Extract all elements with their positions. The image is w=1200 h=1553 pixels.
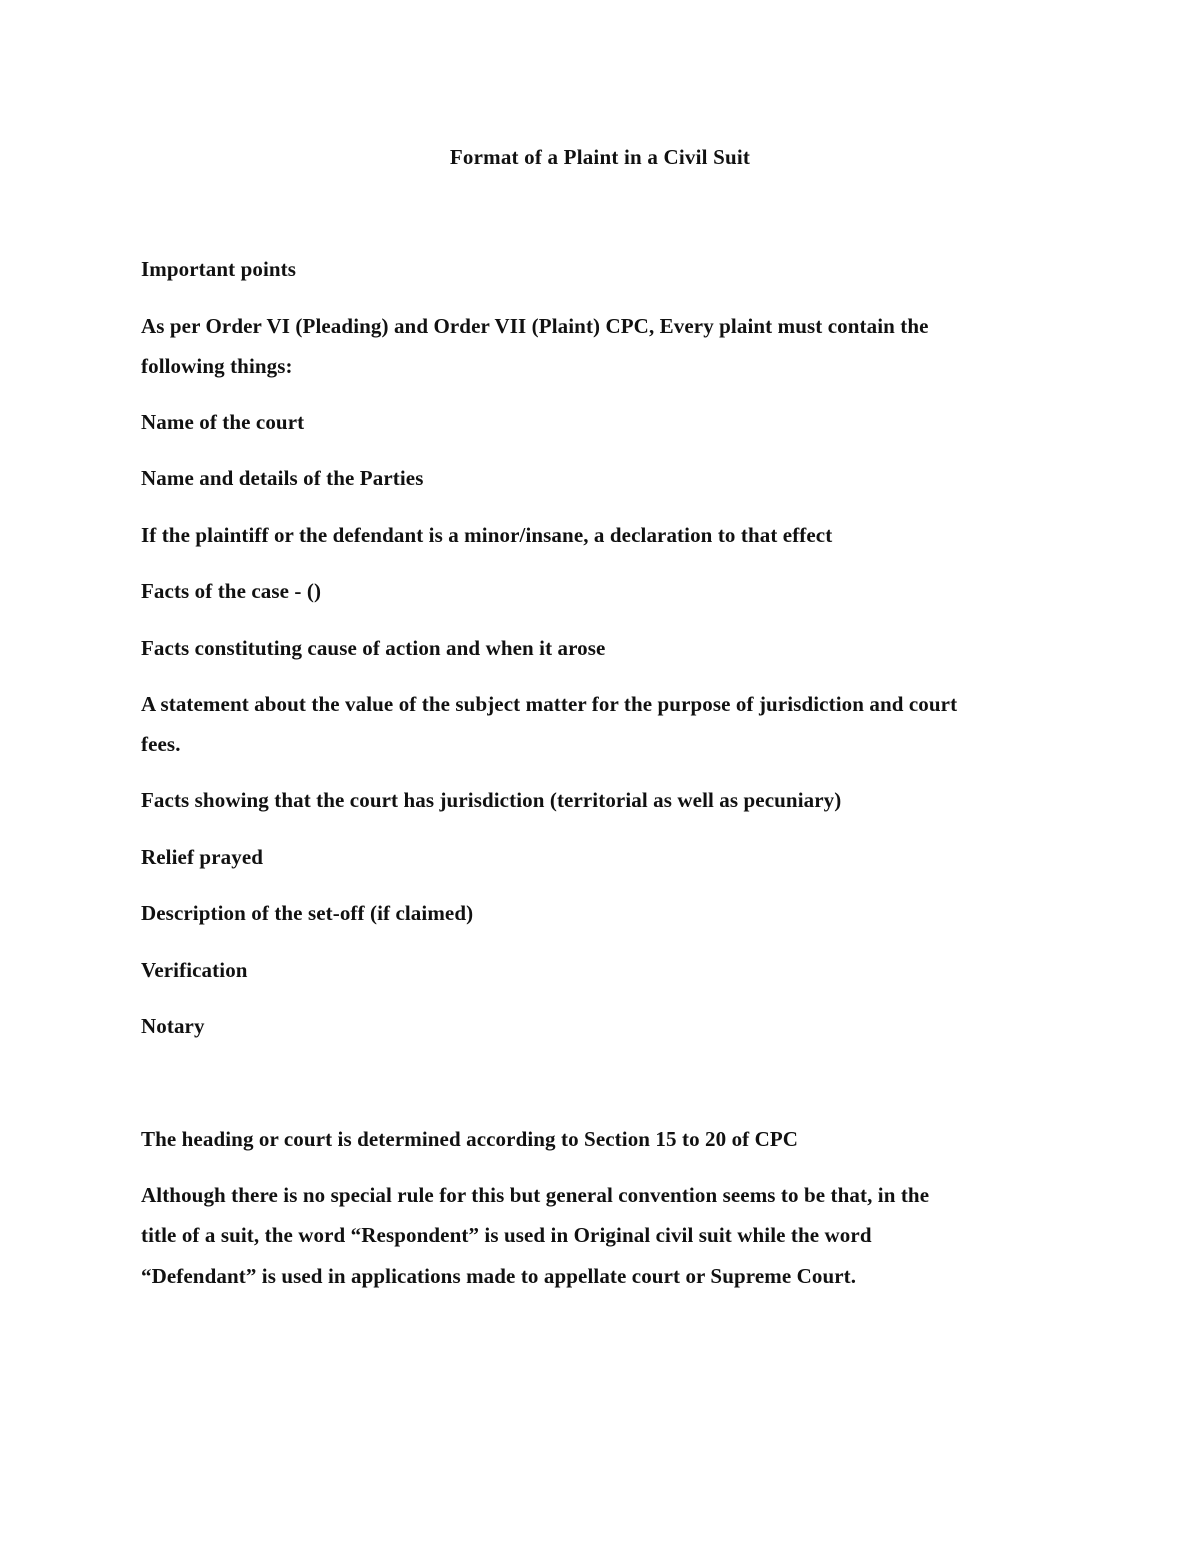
document-title: Format of a Plaint in a Civil Suit bbox=[449, 145, 751, 169]
heading-rule-text: The heading or court is determined according to Section 15 to 20 of CPC bbox=[141, 1127, 799, 1151]
list-item-value-statement-line-2: fees. bbox=[141, 732, 181, 756]
list-item-notary: Notary bbox=[141, 1014, 205, 1038]
list-item-court-name: Name of the court bbox=[141, 410, 305, 434]
list-item-parties: Name and details of the Parties bbox=[141, 466, 424, 490]
convention-text-line-3: “Defendant” is used in applications made to appellate court or Supreme Court. bbox=[141, 1264, 857, 1288]
convention-text-line-1: Although there is no special rule for this but general convention seems to be that, in the bbox=[141, 1183, 930, 1207]
intro-text-line-2: following things: bbox=[141, 354, 293, 378]
list-item-set-off: Description of the set-off (if claimed) bbox=[141, 901, 474, 925]
list-item-value-statement-line-1: A statement about the value of the subject matter for the purpose of jurisdiction and court bbox=[141, 692, 958, 716]
intro-text-line-1: As per Order VI (Pleading) and Order VII (Plaint) CPC, Every plaint must contain the bbox=[141, 314, 929, 338]
list-item-facts: Facts of the case - () bbox=[141, 579, 322, 603]
list-item-jurisdiction: Facts showing that the court has jurisdiction (territorial as well as pecuniary) bbox=[141, 788, 842, 812]
list-item-verification: Verification bbox=[141, 958, 248, 982]
section-heading: Important points bbox=[141, 257, 297, 281]
convention-text-line-2: title of a suit, the word “Respondent” is used in Original civil suit while the word bbox=[141, 1223, 872, 1247]
list-item-cause-of-action: Facts constituting cause of action and when it arose bbox=[141, 636, 606, 660]
list-item-minor-declaration: If the plaintiff or the defendant is a minor/insane, a declaration to that effect bbox=[141, 523, 833, 547]
list-item-relief: Relief prayed bbox=[141, 845, 264, 869]
